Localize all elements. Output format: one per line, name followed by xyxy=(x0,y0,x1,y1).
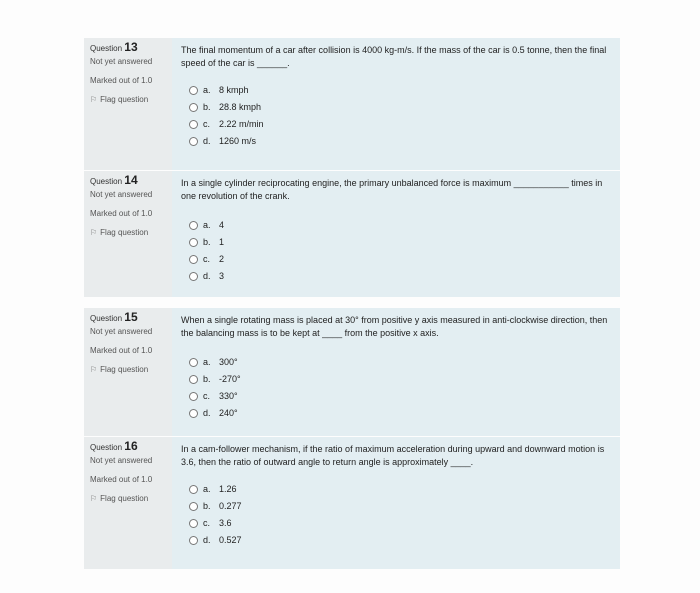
option-text: 1.26 xyxy=(219,484,237,494)
question-heading xyxy=(90,175,166,187)
radio-button[interactable] xyxy=(189,120,198,129)
answer-option-a[interactable] xyxy=(189,217,612,234)
answer-option-a[interactable] xyxy=(189,481,612,498)
radio-button[interactable] xyxy=(189,255,198,264)
question-state: Not yet answered xyxy=(90,57,153,66)
flag-icon: ⚐ xyxy=(90,228,98,237)
question-heading xyxy=(90,312,166,324)
option-letter: b. xyxy=(203,237,211,247)
answer-option-b[interactable] xyxy=(189,234,612,251)
question-text: In a cam-follower mechanism, if the ratio of maximum acceleration during upward and downward motion is 3.6, then the ratio of outward angle to return angle is approximately ____. xyxy=(181,444,605,467)
flag-question-label: Flag question xyxy=(100,95,149,104)
option-letter: b. xyxy=(203,501,211,511)
option-text: 3.6 xyxy=(219,518,232,528)
answer-options xyxy=(189,481,612,549)
question-content xyxy=(172,308,620,436)
answer-option-d[interactable] xyxy=(189,268,612,285)
flag-icon: ⚐ xyxy=(90,365,98,374)
flag-question-label: Flag question xyxy=(100,494,149,503)
answer-options xyxy=(189,217,612,285)
answer-option-d[interactable] xyxy=(189,405,612,422)
option-text: 3 xyxy=(219,271,225,281)
option-text: 240° xyxy=(219,408,238,418)
question-number: 13 xyxy=(124,40,138,54)
question-content xyxy=(172,171,620,297)
option-text: 2 xyxy=(219,254,225,264)
question-state: Not yet answered xyxy=(90,456,153,465)
radio-button[interactable] xyxy=(189,392,198,401)
radio-button[interactable] xyxy=(189,409,198,418)
question-marks: Marked out of 1.0 xyxy=(90,209,153,218)
radio-button[interactable] xyxy=(189,485,198,494)
flag-question-button[interactable] xyxy=(90,94,166,105)
question-block-13 xyxy=(84,38,620,170)
question-text: When a single rotating mass is placed at 30° from positive y axis measured in anti-clockwise direction, then the balancing mass is to be kept at ____ from the positive x axis. xyxy=(181,315,608,338)
question-info-panel xyxy=(84,308,172,436)
option-letter: b. xyxy=(203,374,211,384)
option-letter: d. xyxy=(203,136,211,146)
answer-option-b[interactable] xyxy=(189,99,612,116)
option-letter: c. xyxy=(203,119,211,129)
question-label: Question xyxy=(90,314,123,323)
question-heading xyxy=(90,441,166,453)
radio-button[interactable] xyxy=(189,86,198,95)
option-letter: c. xyxy=(203,518,211,528)
option-text: 1 xyxy=(219,237,225,247)
answer-option-a[interactable] xyxy=(189,82,612,99)
option-text: 0.527 xyxy=(219,535,242,545)
option-letter: c. xyxy=(203,254,211,264)
option-letter: a. xyxy=(203,220,211,230)
answer-option-c[interactable] xyxy=(189,251,612,268)
option-text: 330° xyxy=(219,391,238,401)
question-text: In a single cylinder reciprocating engine, the primary unbalanced force is maximum ___________ times in one revolution of the crank. xyxy=(181,178,603,201)
question-block-15 xyxy=(84,308,620,436)
question-marks: Marked out of 1.0 xyxy=(90,346,153,355)
option-text: 1260 m/s xyxy=(219,136,257,146)
option-text: 8 kmph xyxy=(219,85,249,95)
radio-button[interactable] xyxy=(189,358,198,367)
question-number: 16 xyxy=(124,439,138,453)
radio-button[interactable] xyxy=(189,221,198,230)
option-letter: a. xyxy=(203,484,211,494)
option-letter: c. xyxy=(203,391,211,401)
option-letter: d. xyxy=(203,408,211,418)
question-block-16 xyxy=(84,437,620,569)
question-text: The final momentum of a car after collision is 4000 kg-m/s. If the mass of the car is 0.5 tonne, then the final speed of the car is ______. xyxy=(181,45,607,68)
question-marks: Marked out of 1.0 xyxy=(90,76,153,85)
option-text: 28.8 kmph xyxy=(219,102,262,112)
answer-option-b[interactable] xyxy=(189,371,612,388)
answer-option-c[interactable] xyxy=(189,388,612,405)
question-info-panel xyxy=(84,171,172,297)
option-text: 0.277 xyxy=(219,501,242,511)
answer-option-a[interactable] xyxy=(189,354,612,371)
option-letter: d. xyxy=(203,271,211,281)
flag-question-button[interactable] xyxy=(90,364,166,375)
radio-button[interactable] xyxy=(189,502,198,511)
answer-option-c[interactable] xyxy=(189,515,612,532)
radio-button[interactable] xyxy=(189,103,198,112)
answer-options xyxy=(189,354,612,422)
flag-question-label: Flag question xyxy=(100,365,149,374)
flag-icon: ⚐ xyxy=(90,95,98,104)
radio-button[interactable] xyxy=(189,272,198,281)
flag-question-button[interactable] xyxy=(90,493,166,504)
question-block-14 xyxy=(84,171,620,297)
radio-button[interactable] xyxy=(189,137,198,146)
question-label: Question xyxy=(90,44,123,53)
option-text: 4 xyxy=(219,220,225,230)
option-letter: b. xyxy=(203,102,211,112)
question-state: Not yet answered xyxy=(90,190,153,199)
option-text: 300° xyxy=(219,357,238,367)
answer-option-c[interactable] xyxy=(189,116,612,133)
option-letter: d. xyxy=(203,535,211,545)
question-label: Question xyxy=(90,443,123,452)
answer-option-d[interactable] xyxy=(189,532,612,549)
radio-button[interactable] xyxy=(189,536,198,545)
radio-button[interactable] xyxy=(189,238,198,247)
question-state: Not yet answered xyxy=(90,327,153,336)
answer-options xyxy=(189,82,612,150)
flag-question-label: Flag question xyxy=(100,228,149,237)
option-text: 2.22 m/min xyxy=(219,119,264,129)
question-info-panel xyxy=(84,437,172,569)
answer-option-b[interactable] xyxy=(189,498,612,515)
flag-icon: ⚐ xyxy=(90,494,98,503)
question-number: 15 xyxy=(124,310,138,324)
question-marks: Marked out of 1.0 xyxy=(90,475,153,484)
option-text: -270° xyxy=(219,374,241,384)
question-number: 14 xyxy=(124,173,138,187)
option-letter: a. xyxy=(203,357,211,367)
question-heading xyxy=(90,42,166,54)
answer-option-d[interactable] xyxy=(189,133,612,150)
flag-question-button[interactable] xyxy=(90,227,166,238)
radio-button[interactable] xyxy=(189,375,198,384)
option-letter: a. xyxy=(203,85,211,95)
question-content xyxy=(172,437,620,569)
question-info-panel xyxy=(84,38,172,170)
question-content xyxy=(172,38,620,170)
question-label: Question xyxy=(90,177,123,186)
radio-button[interactable] xyxy=(189,519,198,528)
